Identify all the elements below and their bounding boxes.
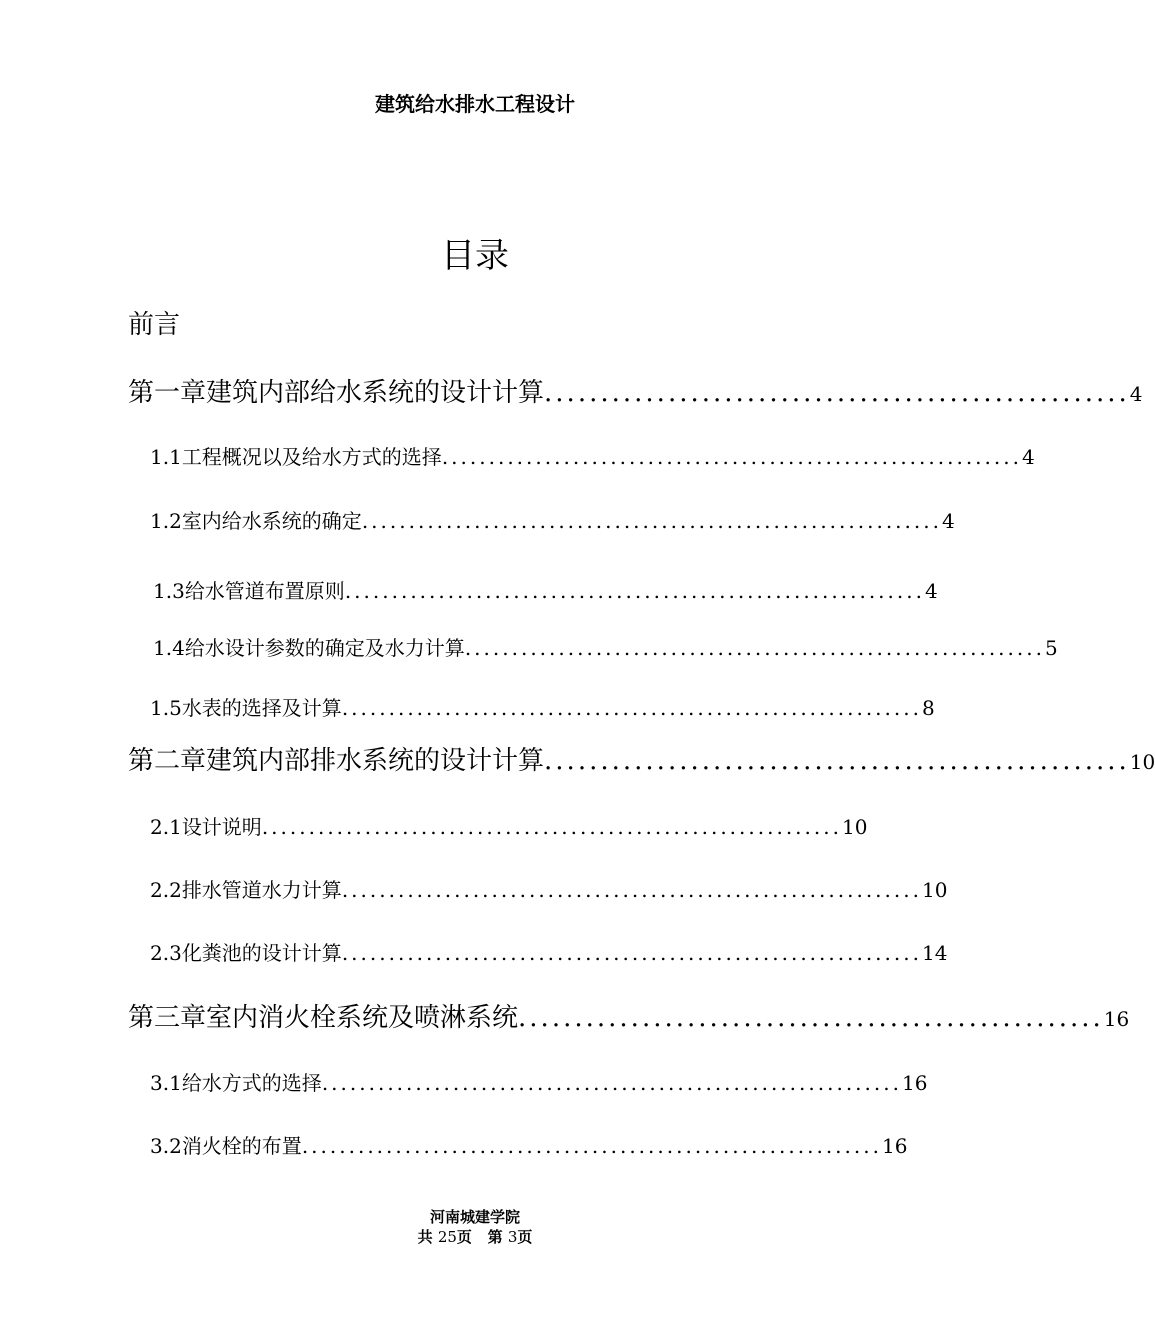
toc-entry-page: 4 <box>924 579 938 603</box>
toc-entry-page: 8 <box>921 696 935 720</box>
toc-title: 目录 <box>441 236 509 276</box>
toc-entry-section-2-1[interactable] <box>150 811 868 840</box>
toc-entry-chapter-3[interactable] <box>128 997 1130 1034</box>
toc-entry-text: 水表的选择及计算 <box>181 696 342 720</box>
toc-entry-text: 给水设计参数的确定及水力计算 <box>184 636 465 660</box>
toc-entry-label: 1.4 <box>153 636 185 660</box>
toc-leader-dots: .................................................... <box>518 1003 1104 1033</box>
toc-entry-page: 5 <box>1044 636 1058 660</box>
toc-leader-dots: .............................................................. <box>261 815 842 839</box>
toc-entry-label: 2.3 <box>150 941 182 965</box>
toc-entry-text: 室内消火栓系统及喷淋系统 <box>206 1003 519 1033</box>
toc-entry-section-1-5[interactable] <box>150 692 935 721</box>
toc-entry-text: 化粪池的设计计算 <box>181 941 342 965</box>
toc-leader-dots: .............................................................. <box>341 696 922 720</box>
toc-entry-page: 10 <box>1129 750 1155 774</box>
toc-entry-page: 10 <box>841 815 868 839</box>
toc-entry-page: 14 <box>921 941 948 965</box>
toc-entry-text: 建筑内部给水系统的设计计算 <box>206 378 545 408</box>
toc-entry-label: 3.2 <box>150 1134 182 1158</box>
toc-leader-dots: .............................................................. <box>321 1071 902 1095</box>
toc-entry-section-2-3[interactable] <box>150 937 948 966</box>
toc-entry-text: 室内给水系统的确定 <box>181 509 362 533</box>
toc-preface: 前言 <box>128 310 181 340</box>
toc-entry-page: 16 <box>881 1134 908 1158</box>
toc-entry-section-3-1[interactable] <box>150 1067 928 1096</box>
toc-entry-text: 消火栓的布置 <box>181 1134 302 1158</box>
toc-entry-chapter-1[interactable] <box>128 372 1143 409</box>
footer-page-unit: 页 <box>456 1228 472 1246</box>
toc-leader-dots: .............................................................. <box>301 1134 882 1158</box>
toc-leader-dots: .............................................................. <box>341 941 922 965</box>
footer-institution: 河南城建学院 <box>429 1208 520 1226</box>
toc-leader-dots: .................................................... <box>544 378 1130 408</box>
footer-page-info <box>0 1226 950 1247</box>
toc-leader-dots: .............................................................. <box>341 878 922 902</box>
toc-entry-page: 4 <box>941 509 955 533</box>
toc-leader-dots: .............................................................. <box>441 445 1022 469</box>
toc-entry-label: 第三章 <box>128 1003 207 1033</box>
toc-leader-dots: .............................................................. <box>344 579 925 603</box>
toc-entry-section-1-2[interactable] <box>150 505 955 534</box>
footer-current-page: 3 <box>507 1228 518 1246</box>
footer-total-pages: 25 <box>437 1228 457 1246</box>
toc-leader-dots: .............................................................. <box>361 509 942 533</box>
toc-entry-page: 4 <box>1021 445 1035 469</box>
toc-leader-dots: .............................................................. <box>464 636 1045 660</box>
document-header: 建筑给水排水工程设计 <box>375 92 575 116</box>
toc-entry-section-1-3[interactable] <box>153 575 938 604</box>
toc-entry-text: 工程概况以及给水方式的选择 <box>181 445 442 469</box>
toc-entry-section-2-2[interactable] <box>150 874 948 903</box>
toc-entry-text: 设计说明 <box>181 815 262 839</box>
toc-entry-page: 16 <box>1103 1007 1130 1031</box>
footer-page-unit: 页 <box>517 1228 533 1246</box>
toc-entry-text: 排水管道水力计算 <box>181 878 342 902</box>
toc-entry-label: 1.5 <box>150 696 182 720</box>
toc-entry-label: 1.2 <box>150 509 182 533</box>
footer-current-prefix: 第 <box>487 1228 503 1246</box>
toc-entry-label: 第一章 <box>128 378 207 408</box>
toc-entry-section-1-4[interactable] <box>153 632 1058 661</box>
toc-entry-chapter-2[interactable] <box>128 740 1155 777</box>
toc-entry-text: 建筑内部排水系统的设计计算 <box>206 746 545 776</box>
toc-entry-label: 3.1 <box>150 1071 182 1095</box>
toc-entry-page: 4 <box>1129 382 1143 406</box>
toc-entry-label: 1.1 <box>150 445 182 469</box>
toc-entry-label: 1.3 <box>153 579 185 603</box>
toc-leader-dots: .................................................... <box>544 746 1130 776</box>
footer-total-prefix: 共 <box>417 1228 433 1246</box>
toc-entry-section-1-1[interactable] <box>150 441 1035 470</box>
toc-entry-page: 16 <box>901 1071 928 1095</box>
toc-entry-label: 2.1 <box>150 815 182 839</box>
toc-entry-label: 第二章 <box>128 746 207 776</box>
toc-entry-text: 给水方式的选择 <box>181 1071 322 1095</box>
toc-entry-section-3-2[interactable] <box>150 1130 908 1159</box>
toc-entry-label: 2.2 <box>150 878 182 902</box>
toc-entry-text: 给水管道布置原则 <box>184 579 345 603</box>
toc-entry-page: 10 <box>921 878 948 902</box>
